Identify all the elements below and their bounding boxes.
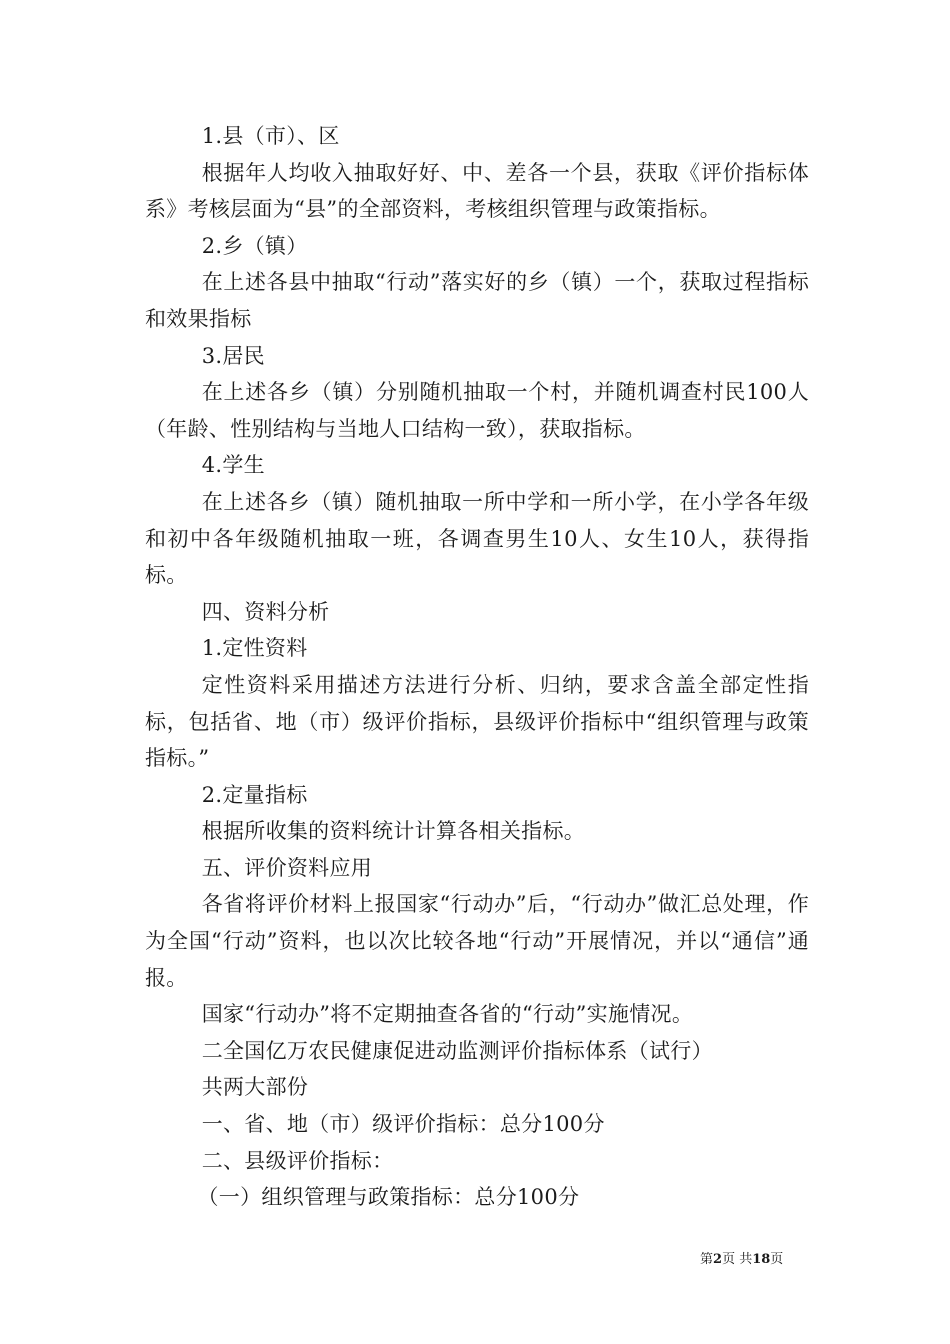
- paragraph-quantitative-analysis: 根据所收集的资料统计计算各相关指标。: [201, 819, 586, 844]
- paragraph-residents-sampling: 在上述各乡（镇）分别随机抽取一个村，并随机调查村民100人（年龄、性别结构与当地人口结构一致），获取指标。: [145, 380, 809, 441]
- footer-middle: 页 共: [722, 1252, 753, 1267]
- paragraph-county-sampling: 根据年人均收入抽取好好、中、差各一个县，获取《评价指标体系》考核层面为“县”的全部资料，考核组织管理与政策指标。: [145, 160, 809, 222]
- paragraph-students-sampling: 在上述各乡（镇）随机抽取一所中学和一所小学，在小学各年级和初中各年级随机抽取一班，各调查男生10人、女生10人，获得指标。: [145, 489, 809, 588]
- paragraph-spot-check: 国家“行动办”将不定期抽查各省的“行动”实施情况。: [201, 1002, 694, 1027]
- section-heading-data-application: 五、评价资料应用: [201, 855, 373, 880]
- footer-total-pages: 18: [752, 1252, 771, 1267]
- heading-indicator-system: 二全国亿万农民健康促进动监测评价指标体系（试行）: [201, 1038, 713, 1063]
- heading-township: 2.乡（镇）: [201, 233, 308, 258]
- item-county-indicators: 二、县级评价指标：: [201, 1148, 394, 1173]
- footer-current-page: 2: [713, 1252, 723, 1267]
- paragraph-reporting: 各省将评价材料上报国家“行动办”后，“行动办”做汇总处理，作为全国“行动”资料，也以次比较各地“行动”开展情况，并以“通信”通报。: [145, 892, 809, 990]
- heading-quantitative-indicators: 2.定量指标: [201, 782, 308, 807]
- item-provincial-indicators: 一、省、地（市）级评价指标：总分100分: [201, 1112, 605, 1137]
- section-heading-data-analysis: 四、资料分析: [201, 599, 330, 624]
- paragraph-qualitative-analysis: 定性资料采用描述方法进行分析、归纳，要求含盖全部定性指标，包括省、地（市）级评价指标，县级评价指标中“组织管理与政策指标。”: [145, 672, 809, 771]
- page-body: [145, 118, 809, 1216]
- paragraph-two-parts: 共两大部份: [201, 1075, 309, 1100]
- heading-students: 4.学生: [201, 453, 265, 478]
- footer-prefix: 第: [700, 1252, 714, 1267]
- heading-residents: 3.居民: [201, 343, 265, 368]
- heading-county: 1.县（市）、区: [201, 124, 340, 148]
- item-organization-policy-indicators: （一）组织管理与政策指标：总分100分: [197, 1185, 580, 1210]
- paragraph-township-sampling: 在上述各县中抽取“行动”落实好的乡（镇）一个，获取过程指标和效果指标: [145, 270, 809, 331]
- footer-suffix: 页: [770, 1252, 784, 1267]
- page-footer: [700, 1248, 783, 1267]
- heading-qualitative-data: 1.定性资料: [201, 636, 308, 661]
